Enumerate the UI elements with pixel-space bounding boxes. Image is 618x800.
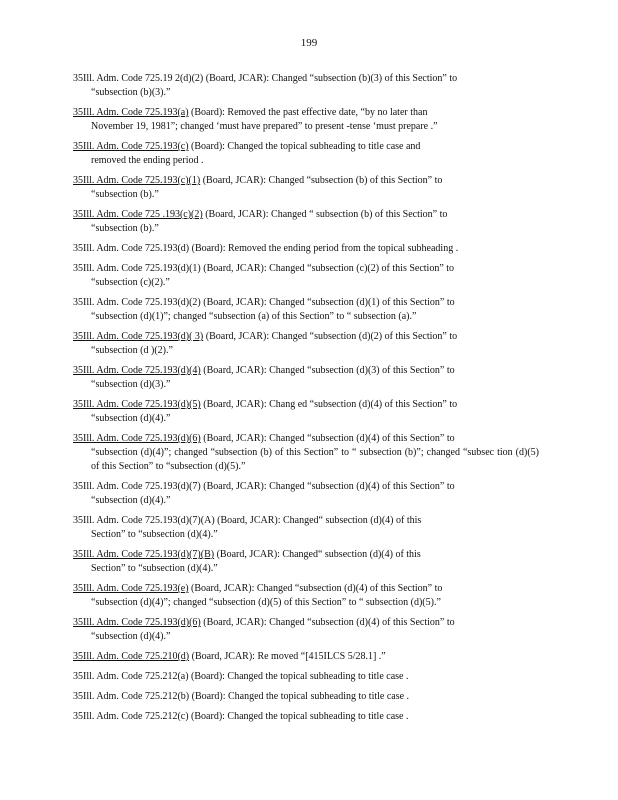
entry-continuation: Section” to “subsection (d)(4).” <box>91 529 218 540</box>
code-citation: 35Ill. Adm. Code 725.193(d)(6) <box>73 617 201 628</box>
entry-first-line <box>73 582 539 596</box>
change-description: (Board): Changed the topical subheading to title case and <box>191 141 421 152</box>
entry-first-line <box>73 330 539 344</box>
code-citation: 35Ill. Adm. Code 725.193(d)(1) <box>73 263 201 274</box>
entry-first-line <box>73 690 539 704</box>
change-description: (Board, JCAR): Changed “ subsection (b) of this Section” to <box>205 209 448 220</box>
entry-first-line <box>73 140 539 154</box>
amendment-entry <box>73 106 539 134</box>
change-description: (Board, JCAR): Changed “subsection (d)(4) of this Section” to <box>191 583 443 594</box>
entry-continuation: “subsection (b).” <box>91 189 159 200</box>
change-description: (Board, JCAR): Re moved “[415ILCS 5/28.1] .” <box>191 651 386 662</box>
change-description: (Board, JCAR): Changed“ subsection (d)(4) of this <box>216 549 421 560</box>
entry-first-line <box>73 242 539 256</box>
entry-continuation: “subsection (d)(4).” <box>91 631 171 642</box>
entry-continuation: “subsection (d)(4)”; changed “subsection (d)(5) of this Section” to “ subsection (d)(5).” <box>91 597 441 608</box>
code-citation: 35Ill. Adm. Code 725.193(d)(7)(B) <box>73 549 215 560</box>
entry-continuation: Section” to “subsection (d)(4).” <box>91 563 218 574</box>
entry-first-line <box>73 296 539 310</box>
amendment-entry <box>73 480 539 508</box>
amendment-entry <box>73 514 539 542</box>
code-citation: 35Ill. Adm. Code 725.193(d)( 3) <box>73 331 204 342</box>
change-description: (Board, JCAR): Changed “subsection (d)(3) of this Section” to <box>203 365 455 376</box>
entry-first-line <box>73 650 539 664</box>
entry-continuation: “subsection (d )(2).” <box>91 345 173 356</box>
code-citation: 35Ill. Adm. Code 725.193(d)(7)(A) <box>73 515 215 526</box>
change-description: (Board): Removed the ending period from the topical subheading . <box>191 243 459 254</box>
amendment-entry <box>73 140 539 168</box>
page-number: 199 <box>300 37 318 49</box>
code-citation: 35Ill. Adm. Code 725.193(d)(2) <box>73 297 201 308</box>
amendment-entry <box>73 296 539 324</box>
change-description: (Board, JCAR): Changed “subsection (b) of this Section” to <box>202 175 443 186</box>
entry-continuation: “subsection (b)(3).” <box>91 87 171 98</box>
entry-continuation: “subsection (d)(1)”; changed “subsection (a) of this Section” to “ subsection (a).” <box>91 311 417 322</box>
amendment-entry <box>73 616 539 644</box>
change-description: (Board, JCAR): Changed “subsection (d)(4) of this Section” to <box>203 433 455 444</box>
amendment-entry <box>73 330 539 358</box>
entry-first-line <box>73 106 539 120</box>
entry-first-line <box>73 480 539 494</box>
amendment-list <box>73 72 539 730</box>
entry-continuation: November 19, 1981”; changed ‘must have prepared” to present -tense ‘must prepare .” <box>91 121 438 132</box>
entry-first-line <box>73 364 539 378</box>
amendment-entry <box>73 670 539 684</box>
amendment-entry <box>73 582 539 610</box>
change-description: (Board, JCAR): Changed “subsection (d)(4) of this Section” to <box>203 481 455 492</box>
entry-continuation: “subsection (d)(4).” <box>91 413 171 424</box>
amendment-entry <box>73 548 539 576</box>
entry-first-line <box>73 208 539 222</box>
change-description: (Board, JCAR): Changed “subsection (c)(2) of this Section” to <box>203 263 455 274</box>
entry-first-line <box>73 514 539 528</box>
change-description: (Board, JCAR): Changed “subsection (d)(1) of this Section” to <box>203 297 455 308</box>
amendment-entry <box>73 174 539 202</box>
amendment-entry <box>73 690 539 704</box>
amendment-entry <box>73 72 539 100</box>
code-citation: 35Ill. Adm. Code 725.193(e) <box>73 583 189 594</box>
change-description: (Board): Removed the past effective date, “by no later than <box>191 107 428 118</box>
code-citation: 35Ill. Adm. Code 725 .193(c)(2) <box>73 209 203 220</box>
amendment-entry <box>73 710 539 724</box>
entry-first-line <box>73 670 539 684</box>
change-description: (Board, JCAR): Changed “subsection (b)(3) of this Section” to <box>205 73 458 84</box>
entry-first-line <box>73 174 539 188</box>
amendment-entry <box>73 364 539 392</box>
change-description: (Board, JCAR): Chang ed “subsection (d)(4) of this Section” to <box>203 399 458 410</box>
entry-continuation: “subsection (d)(4)”; changed “subsection (b) of this Section” to “ subsection (b)”; changed “subsec tion (d)(5) of this Section” to “subsection (d)(5).” <box>91 447 539 472</box>
entry-first-line <box>73 548 539 562</box>
entry-continuation: “subsection (c)(2).” <box>91 277 170 288</box>
change-description: (Board, JCAR): Changed“ subsection (d)(4) of this <box>217 515 422 526</box>
code-citation: 35Ill. Adm. Code 725.19 2(d)(2) <box>73 73 204 84</box>
change-description: (Board): Changed the topical subheading to title case . <box>191 711 409 722</box>
code-citation: 35Ill. Adm. Code 725.210(d) <box>73 651 190 662</box>
amendment-entry <box>73 242 539 256</box>
change-description: (Board): Changed the topical subheading to title case . <box>191 691 410 702</box>
code-citation: 35Ill. Adm. Code 725.212(a) <box>73 671 189 682</box>
code-citation: 35Ill. Adm. Code 725.193(d)(7) <box>73 481 201 492</box>
entry-first-line <box>73 432 539 446</box>
entry-continuation: “subsection (d)(3).” <box>91 379 171 390</box>
code-citation: 35Ill. Adm. Code 725.193(d)(4) <box>73 365 201 376</box>
code-citation: 35Ill. Adm. Code 725.193(d)(6) <box>73 433 201 444</box>
code-citation: 35Ill. Adm. Code 725.193(a) <box>73 107 189 118</box>
code-citation: 35Ill. Adm. Code 725.193(c) <box>73 141 189 152</box>
code-citation: 35Ill. Adm. Code 725.212(c) <box>73 711 189 722</box>
amendment-entry <box>73 262 539 290</box>
amendment-entry <box>73 208 539 236</box>
entry-continuation: “subsection (b).” <box>91 223 159 234</box>
code-citation: 35Ill. Adm. Code 725.193(d) <box>73 243 190 254</box>
entry-first-line <box>73 710 539 724</box>
entry-continuation: removed the ending period . <box>91 155 204 166</box>
entry-continuation: “subsection (d)(4).” <box>91 495 171 506</box>
entry-first-line <box>73 398 539 412</box>
change-description: (Board, JCAR): Changed “subsection (d)(2) of this Section” to <box>205 331 458 342</box>
entry-first-line <box>73 262 539 276</box>
amendment-entry <box>73 650 539 664</box>
code-citation: 35Ill. Adm. Code 725.193(d)(5) <box>73 399 201 410</box>
code-citation: 35Ill. Adm. Code 725.212(b) <box>73 691 190 702</box>
entry-first-line <box>73 616 539 630</box>
entry-first-line <box>73 72 539 86</box>
amendment-entry <box>73 432 539 474</box>
amendment-entry <box>73 398 539 426</box>
change-description: (Board): Changed the topical subheading to title case . <box>191 671 409 682</box>
code-citation: 35Ill. Adm. Code 725.193(c)(1) <box>73 175 201 186</box>
change-description: (Board, JCAR): Changed “subsection (d)(4) of this Section” to <box>203 617 455 628</box>
